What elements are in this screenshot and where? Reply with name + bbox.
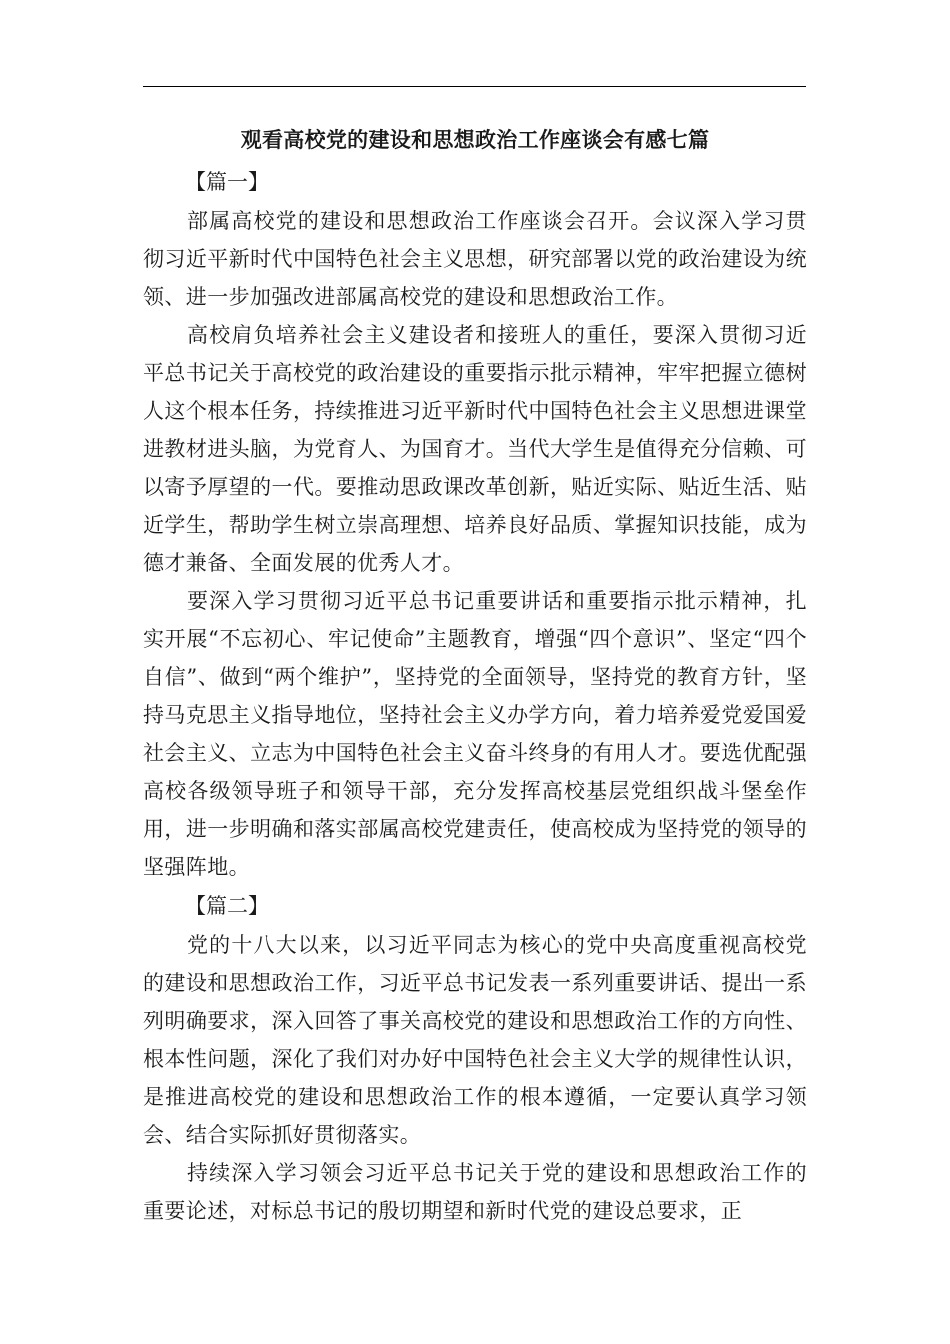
section-label: 【篇一】	[185, 170, 269, 194]
section-1	[143, 162, 807, 886]
section-label: 【篇二】	[185, 894, 269, 918]
document-body	[143, 118, 807, 1230]
document-title: 观看高校党的建设和思想政治工作座谈会有感七篇	[240, 128, 710, 152]
header-rule	[143, 86, 806, 87]
section-2	[143, 886, 807, 1230]
paragraph: 部属高校党的建设和思想政治工作座谈会召开。会议深入学习贯彻习近平新时代中国特色社会主义思想，研究部署以党的政治建设为统领、进一步加强改进部属高校党的建设和思想政治工作。	[143, 209, 807, 309]
paragraph: 高校肩负培养社会主义建设者和接班人的重任，要深入贯彻习近平总书记关于高校党的政治建设的重要指示批示精神，牢牢把握立德树人这个根本任务，持续推进习近平新时代中国特色社会主义思想进课堂进教材进头脑，为党育人、为国育才。当代大学生是值得充分信赖、可以寄予厚望的一代。要推动思政课改革创新，贴近实际、贴近生活、贴近学生，帮助学生树立崇高理想、培养良好品质、掌握知识技能，成为德才兼备、全面发展的优秀人才。	[143, 323, 807, 575]
paragraph: 要深入学习贯彻习近平总书记重要讲话和重要指示批示精神，扎实开展“不忘初心、牢记使命”主题教育，增强“四个意识”、坚定“四个自信”、做到“两个维护”，坚持党的全面领导，坚持党的教育方针，坚持马克思主义指导地位，坚持社会主义办学方向，着力培养爱党爱国爱社会主义、立志为中国特色社会主义奋斗终身的有用人才。要选优配强高校各级领导班子和领导干部，充分发挥高校基层党组织战斗堡垒作用，进一步明确和落实部属高校党建责任，使高校成为坚持党的领导的坚强阵地。	[143, 589, 807, 879]
paragraph: 持续深入学习领会习近平总书记关于党的建设和思想政治工作的重要论述，对标总书记的殷切期望和新时代党的建设总要求，正	[143, 1161, 807, 1223]
paragraph: 党的十八大以来，以习近平同志为核心的党中央高度重视高校党的建设和思想政治工作，习近平总书记发表一系列重要讲话、提出一系列明确要求，深入回答了事关高校党的建设和思想政治工作的方向性、根本性问题，深化了我们对办好中国特色社会主义大学的规律性认识，是推进高校党的建设和思想政治工作的根本遵循，一定要认真学习领会、结合实际抓好贯彻落实。	[143, 933, 807, 1147]
